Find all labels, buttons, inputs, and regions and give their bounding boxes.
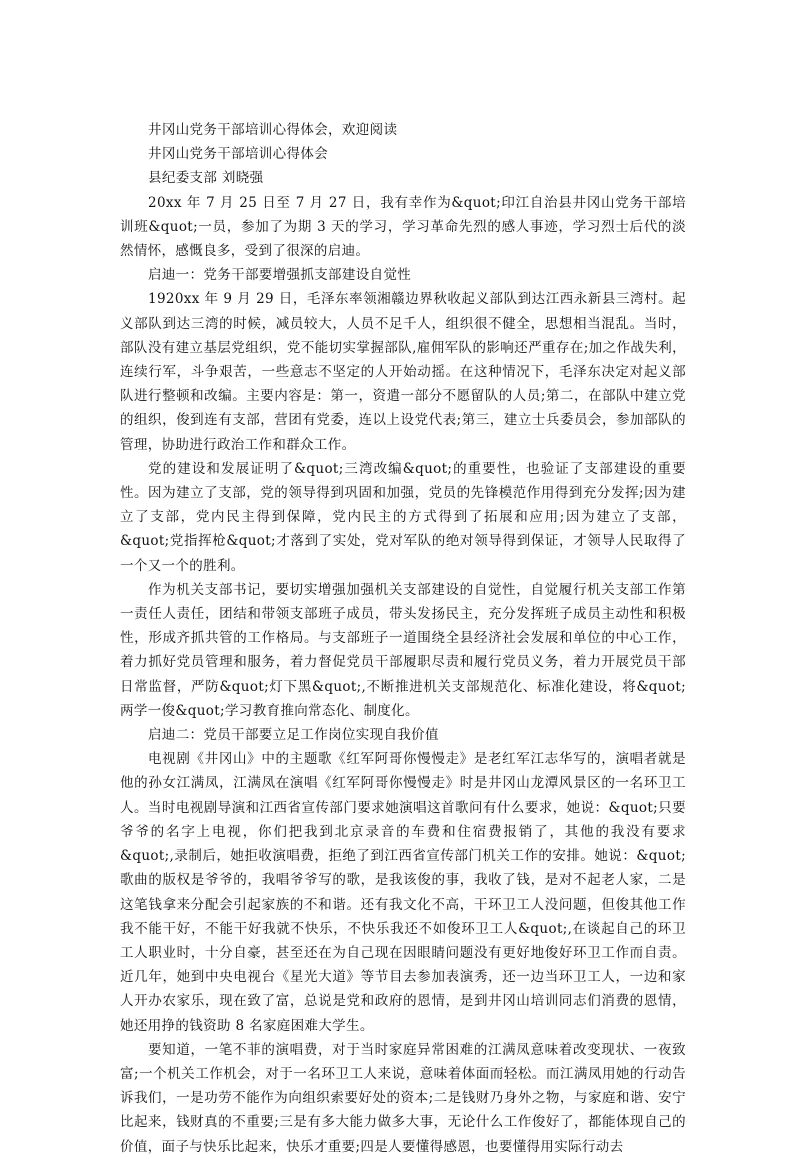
author-line: 县纪委支部 刘晓强 xyxy=(148,170,264,187)
section1-paragraph-3: 作为机关支部书记，要切实增强加强机关支部建设的自觉性，自觉履行机关支部工作第一责任人责任，团结和带领支部班子成员，带头发扬民主，充分发挥班子成员主动性和积极性，形成齐抓共管的工作格局。与支部班子一道围绕全县经济社会发展和单位的中心工作，着力抓好党员管理和服务，着力督促党员干部履职尽责和履行党员义务，着力开展党员干部日常监督，严防&quot;灯下黑&quot;,不断推进机关支部规范化、标准化建设，将&quot;两学一俊&quot;学习教育推向常态化、制度化。 xyxy=(120,581,686,719)
intro-paragraph: 20xx 年 7 月 25 日至 7 月 27 日，我有幸作为&quot;印江自治县井冈山党务干部培训班&quot;一员，参加了为期 3 天的学习，学习革命先烈的感人事迹，学习烈士后代的淡然情怀，感慨良多，受到了很深的启迪。 xyxy=(120,194,686,260)
section2-heading: 启迪二：党员干部要立足工作岗位实现自我价值 xyxy=(148,727,439,744)
section1-paragraph-2: 党的建设和发展证明了&quot;三湾改编&quot;的重要性，也验证了支部建设的重要性。因为建立了支部，党的领导得到巩固和加强，党员的先锋模范作用得到充分发挥;因为建立了支部，党内民主得到保障，党内民主的方式得到了拓展和应用;因为建立了支部，&quot;党指挥枪&quot;才落到了实处，党对军队的绝对领导得到保证，才领导人民取得了一个又一个的胜利。 xyxy=(120,460,686,574)
section1-paragraph-1: 1920xx 年 9 月 29 日，毛泽东率领湘赣边界秋收起义部队到达江西永新县三湾村。起义部队到达三湾的时候，减员较大，人员不足千人，组织很不健全，思想相当混乱。当时，部队没有建立基层党组织，党不能切实掌握部队,雇佣军队的影响还严重存在;加之作战失利，连续行军，斗争艰苦，一些意志不坚定的人开始动摇。在这种情况下，毛泽东决定对起义部队进行整顿和改编。主要内容是：第一，资遣一部分不愿留队的人员;第二，在部队中建立党的组织，俊到连有支部，营团有党委，连以上设党代表;第三，建立士兵委员会，参加部队的管理，协助进行政治工作和群众工作。 xyxy=(120,291,686,453)
section2-paragraph-1: 电视剧《井冈山》中的主题歌《红军阿哥你慢慢走》是老红军江志华写的，演唱者就是他的孙女江满凤，江满凤在演唱《红军阿哥你慢慢走》时是井冈山龙潭风景区的一名环卫工人。当时电视剧导演和江西省宣传部门要求她演唱这首歌问有什么要求，她说：&quot;只要爷爷的名字上电视，你们把我到北京录音的车费和住宿费报销了，其他的我没有要求&quot;,录制后，她拒收演唱费，拒绝了到江西省宣传部门机关工作的安排。她说：&quot;歌曲的版权是爷爷的，我唱爷爷写的歌，是我该俊的事，我收了钱，是对不起老人家，二是这笔钱拿来分配会引起家族的不和谐。还有我文化不高，干环卫工人没问题，但俊其他工作我不能干好，不能干好我就不快乐，不快乐我还不如俊环卫工人&quot;,在谈起自己的环卫工人职业时，十分自豪，甚至还在为自己现在因眼睛问题没有更好地俊好环卫工作而自责。近几年，她到中央电视台《星光大道》等节目去参加表演秀，还一边当环卫工人，一边和家人开办农家乐，现在致了富，总说是党和政府的恩情，是到井冈山培训同志们消费的恩情，她还用挣的钱资助 8 名家庭困难大学生。 xyxy=(120,751,686,1034)
section2-paragraph-2: 要知道，一笔不菲的演唱费，对于当时家庭异常困难的江满凤意味着改变现状、一夜致富;一个机关工作机会，对于一名环卫工人来说，意味着体面而轻松。而江满凤用她的行动告诉我们，一是功劳不能作为向组织索要好处的资本;二是钱财乃身外之物，与家庭和谐、安宁比起来，钱财真的不重要;三是有多大能力做多大事，无论什么工作俊好了，都能体现自己的价值，面子与快乐比起来，快乐才重要;四是人要懂得感恩，也要懂得用实际行动去 xyxy=(120,1041,686,1155)
document-title: 井冈山党务干部培训心得体会 xyxy=(148,146,329,163)
document-body xyxy=(120,118,686,1159)
section1-heading: 启迪一：党务干部要增强抓支部建设自觉性 xyxy=(148,267,412,284)
header-line: 井冈山党务干部培训心得体会，欢迎阅读 xyxy=(148,122,398,138)
